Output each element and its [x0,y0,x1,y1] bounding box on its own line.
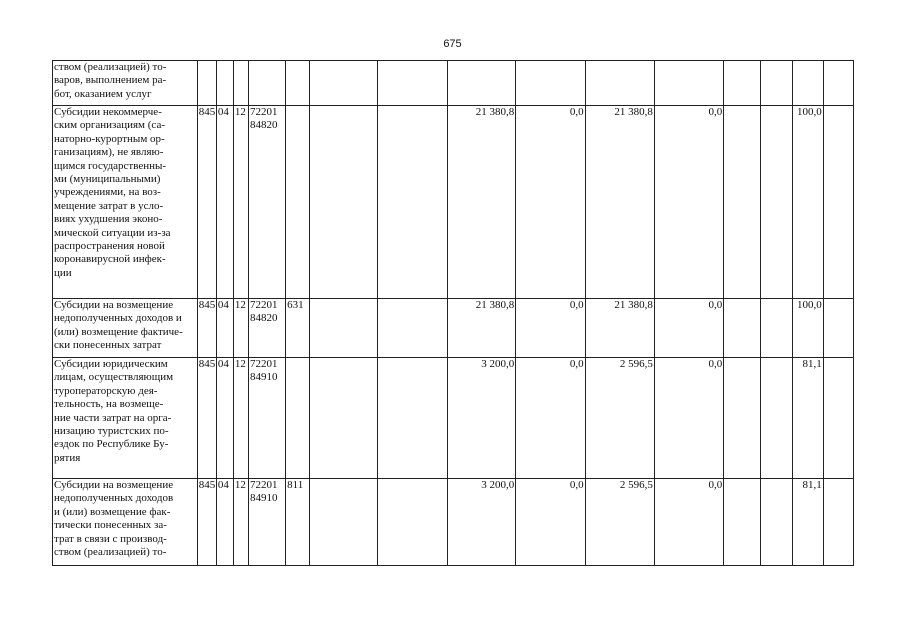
value-cell: 3 200,0 [447,479,515,566]
empty-cell [724,106,761,299]
table-row [53,358,854,479]
empty-cell [724,358,761,479]
csr-cell: 72201 84820 [248,299,285,358]
pr-cell: 12 [233,299,248,358]
value-cell: 0,0 [516,106,585,299]
value-cell: 2 596,5 [585,479,654,566]
budget-table [52,60,854,566]
vr-cell [286,358,310,479]
value-cell: 0,0 [516,358,585,479]
name-cell: Субсидии юридическим лицам, осуществляющим туроператорскую дея- тельность, на возмеще- ние части затрат на орга- низацию туристских по- ездок по Республике Бу- рятия [53,358,198,479]
gr-cell [197,61,216,106]
table-row [53,106,854,299]
empty-cell [823,106,853,299]
rz-cell [216,61,233,106]
gr-cell: 845 [197,358,216,479]
empty-cell [724,299,761,358]
empty-cell [724,479,761,566]
value-cell: 3 200,0 [447,358,515,479]
empty-cell [377,61,447,106]
empty-cell [310,479,377,566]
percent-cell: 81,1 [792,358,823,479]
rz-cell: 04 [216,479,233,566]
value-cell: 0,0 [516,299,585,358]
value-cell: 0,0 [654,358,723,479]
empty-cell [823,479,853,566]
name-cell: ством (реализацией) то- варов, выполнением ра- бот, оказанием услуг [53,61,198,106]
value-cell: 2 596,5 [585,358,654,479]
vr-cell: 811 [286,479,310,566]
value-cell: 0,0 [516,479,585,566]
table-row [53,299,854,358]
table-row [53,479,854,566]
vr-cell [286,61,310,106]
empty-cell [377,106,447,299]
percent-cell: 81,1 [792,479,823,566]
empty-cell [310,61,377,106]
csr-cell: 72201 84910 [248,358,285,479]
name-cell: Субсидии некоммерче- ским организациям (са- наторно-курортным ор- ганизациям), не являю- щимся государственны- ми (муниципальными) учреждениями, на воз- мещение затрат в усло- виях ухудшения эконо- мической ситуации из-за распространения новой коронавирусной инфек- ции [53,106,198,299]
empty-cell [761,61,792,106]
name-cell: Субсидии на возмещение недополученных доходов и (или) возмещение фак- тически понесенных за- трат в связи с производ- ством (реализацией) то- [53,479,198,566]
value-cell [447,61,515,106]
empty-cell [310,106,377,299]
csr-cell: 72201 84910 [248,479,285,566]
pr-cell: 12 [233,479,248,566]
empty-cell [761,106,792,299]
value-cell [516,61,585,106]
vr-cell: 631 [286,299,310,358]
value-cell: 0,0 [654,479,723,566]
pr-cell: 12 [233,358,248,479]
empty-cell [823,61,853,106]
empty-cell [377,358,447,479]
percent-cell: 100,0 [792,299,823,358]
empty-cell [310,299,377,358]
table-row [53,61,854,106]
value-cell [585,61,654,106]
value-cell: 21 380,8 [585,106,654,299]
empty-cell [761,479,792,566]
value-cell [654,61,723,106]
page-number: 675 [443,38,462,50]
gr-cell: 845 [197,299,216,358]
rz-cell: 04 [216,106,233,299]
value-cell: 21 380,8 [447,299,515,358]
empty-cell [377,299,447,358]
csr-cell: 72201 84820 [248,106,285,299]
empty-cell [377,479,447,566]
vr-cell [286,106,310,299]
gr-cell: 845 [197,479,216,566]
rz-cell: 04 [216,299,233,358]
empty-cell [823,358,853,479]
empty-cell [761,299,792,358]
value-cell: 0,0 [654,299,723,358]
gr-cell: 845 [197,106,216,299]
empty-cell [823,299,853,358]
percent-cell: 100,0 [792,106,823,299]
value-cell: 21 380,8 [585,299,654,358]
percent-cell [792,61,823,106]
pr-cell [233,61,248,106]
empty-cell [761,358,792,479]
value-cell: 0,0 [654,106,723,299]
name-cell: Субсидии на возмещение недополученных доходов и (или) возмещение фактиче- ски понесенных затрат [53,299,198,358]
csr-cell [248,61,285,106]
empty-cell [310,358,377,479]
pr-cell: 12 [233,106,248,299]
rz-cell: 04 [216,358,233,479]
value-cell: 21 380,8 [447,106,515,299]
empty-cell [724,61,761,106]
